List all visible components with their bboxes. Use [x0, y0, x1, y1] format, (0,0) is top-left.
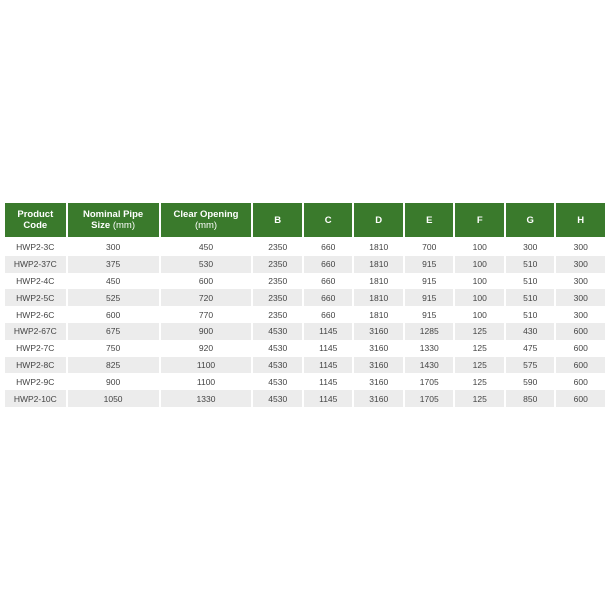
cell-product-code: HWP2-37C: [5, 256, 66, 273]
column-header-unit: (mm): [194, 220, 218, 231]
cell-e: 1330: [405, 340, 454, 357]
header-row: [5, 203, 605, 239]
cell-g: 510: [506, 306, 555, 323]
cell-d: 3160: [354, 357, 403, 374]
column-header-product-code: [5, 203, 66, 239]
cell-c: 660: [304, 289, 353, 306]
cell-h: 300: [556, 239, 605, 256]
cell-f: 125: [455, 390, 504, 407]
column-header-label-line2: Code: [23, 220, 48, 231]
table-body: [5, 239, 605, 407]
column-header-label: B: [274, 214, 282, 226]
cell-b: 4530: [253, 390, 302, 407]
cell-h: 600: [556, 340, 605, 357]
cell-g: 850: [506, 390, 555, 407]
column-header-label: G: [526, 214, 534, 226]
cell-nominal-pipe-size: 600: [68, 306, 159, 323]
cell-d: 3160: [354, 373, 403, 390]
cell-b: 4530: [253, 357, 302, 374]
cell-clear-opening: 530: [161, 256, 252, 273]
cell-d: 1810: [354, 306, 403, 323]
cell-clear-opening: 600: [161, 273, 252, 290]
cell-product-code: HWP2-9C: [5, 373, 66, 390]
cell-clear-opening: 1330: [161, 390, 252, 407]
cell-e: 915: [405, 273, 454, 290]
cell-product-code: HWP2-4C: [5, 273, 66, 290]
column-header-label: Nominal Pipe: [82, 209, 144, 220]
cell-d: 1810: [354, 289, 403, 306]
cell-e: 1285: [405, 323, 454, 340]
cell-f: 100: [455, 256, 504, 273]
cell-h: 600: [556, 357, 605, 374]
cell-c: 1145: [304, 340, 353, 357]
table-row: [5, 340, 605, 357]
product-dimensions-table-container: [3, 203, 607, 407]
cell-g: 430: [506, 323, 555, 340]
cell-b: 4530: [253, 323, 302, 340]
cell-product-code: HWP2-67C: [5, 323, 66, 340]
cell-e: 1705: [405, 373, 454, 390]
cell-e: 700: [405, 239, 454, 256]
column-header-label: D: [375, 214, 383, 226]
cell-h: 300: [556, 273, 605, 290]
cell-h: 600: [556, 373, 605, 390]
cell-b: 2350: [253, 256, 302, 273]
table-row: [5, 306, 605, 323]
cell-d: 1810: [354, 273, 403, 290]
cell-clear-opening: 450: [161, 239, 252, 256]
cell-product-code: HWP2-3C: [5, 239, 66, 256]
cell-c: 660: [304, 239, 353, 256]
cell-g: 300: [506, 239, 555, 256]
column-header-g: [506, 203, 555, 239]
cell-nominal-pipe-size: 300: [68, 239, 159, 256]
cell-product-code: HWP2-5C: [5, 289, 66, 306]
cell-c: 660: [304, 273, 353, 290]
cell-g: 475: [506, 340, 555, 357]
column-header-label: F: [476, 214, 483, 226]
column-header-h: [556, 203, 605, 239]
cell-product-code: HWP2-8C: [5, 357, 66, 374]
cell-nominal-pipe-size: 900: [68, 373, 159, 390]
cell-nominal-pipe-size: 525: [68, 289, 159, 306]
cell-f: 125: [455, 357, 504, 374]
cell-c: 1145: [304, 357, 353, 374]
table-row: [5, 239, 605, 256]
column-header-f: [455, 203, 504, 239]
cell-h: 600: [556, 390, 605, 407]
cell-clear-opening: 770: [161, 306, 252, 323]
cell-clear-opening: 920: [161, 340, 252, 357]
cell-b: 2350: [253, 273, 302, 290]
column-header-d: [354, 203, 403, 239]
cell-f: 125: [455, 340, 504, 357]
cell-nominal-pipe-size: 675: [68, 323, 159, 340]
column-header-c: [304, 203, 353, 239]
cell-g: 510: [506, 256, 555, 273]
cell-nominal-pipe-size: 825: [68, 357, 159, 374]
cell-g: 510: [506, 273, 555, 290]
column-header-label: Clear Opening: [173, 209, 239, 220]
cell-d: 1810: [354, 256, 403, 273]
cell-nominal-pipe-size: 450: [68, 273, 159, 290]
table-header: [5, 203, 605, 239]
cell-e: 1430: [405, 357, 454, 374]
cell-product-code: HWP2-7C: [5, 340, 66, 357]
cell-b: 2350: [253, 306, 302, 323]
cell-b: 4530: [253, 373, 302, 390]
column-header-b: [253, 203, 302, 239]
cell-product-code: HWP2-6C: [5, 306, 66, 323]
cell-clear-opening: 720: [161, 289, 252, 306]
cell-d: 3160: [354, 390, 403, 407]
cell-g: 510: [506, 289, 555, 306]
cell-b: 4530: [253, 340, 302, 357]
cell-clear-opening: 900: [161, 323, 252, 340]
table-row: [5, 390, 605, 407]
cell-f: 100: [455, 273, 504, 290]
cell-e: 915: [405, 256, 454, 273]
cell-f: 100: [455, 289, 504, 306]
product-dimensions-table: [3, 203, 607, 407]
cell-c: 1145: [304, 390, 353, 407]
cell-nominal-pipe-size: 750: [68, 340, 159, 357]
table-row: [5, 373, 605, 390]
cell-clear-opening: 1100: [161, 373, 252, 390]
cell-h: 300: [556, 306, 605, 323]
cell-e: 1705: [405, 390, 454, 407]
cell-nominal-pipe-size: 375: [68, 256, 159, 273]
table-row: [5, 323, 605, 340]
cell-d: 3160: [354, 323, 403, 340]
cell-h: 300: [556, 289, 605, 306]
column-header-label: Product: [17, 209, 54, 220]
cell-c: 660: [304, 256, 353, 273]
cell-g: 575: [506, 357, 555, 374]
cell-h: 300: [556, 256, 605, 273]
column-header-label: C: [324, 214, 332, 226]
cell-c: 1145: [304, 373, 353, 390]
cell-c: 660: [304, 306, 353, 323]
cell-e: 915: [405, 289, 454, 306]
column-header-e: [405, 203, 454, 239]
cell-d: 1810: [354, 239, 403, 256]
cell-nominal-pipe-size: 1050: [68, 390, 159, 407]
cell-f: 100: [455, 306, 504, 323]
column-header-label: H: [577, 214, 585, 226]
cell-clear-opening: 1100: [161, 357, 252, 374]
cell-f: 100: [455, 239, 504, 256]
cell-product-code: HWP2-10C: [5, 390, 66, 407]
cell-b: 2350: [253, 289, 302, 306]
cell-b: 2350: [253, 239, 302, 256]
column-header-label-line2: Size: [91, 220, 111, 231]
cell-h: 600: [556, 323, 605, 340]
column-header-clear-opening: [161, 203, 252, 239]
cell-g: 590: [506, 373, 555, 390]
table-row: [5, 256, 605, 273]
table-row: [5, 357, 605, 374]
column-header-label: E: [426, 214, 433, 226]
column-header-unit: (mm): [112, 220, 135, 231]
cell-d: 3160: [354, 340, 403, 357]
cell-f: 125: [455, 373, 504, 390]
column-header-nominal-pipe-size: [68, 203, 159, 239]
cell-c: 1145: [304, 323, 353, 340]
table-row: [5, 289, 605, 306]
cell-e: 915: [405, 306, 454, 323]
cell-f: 125: [455, 323, 504, 340]
table-row: [5, 273, 605, 290]
